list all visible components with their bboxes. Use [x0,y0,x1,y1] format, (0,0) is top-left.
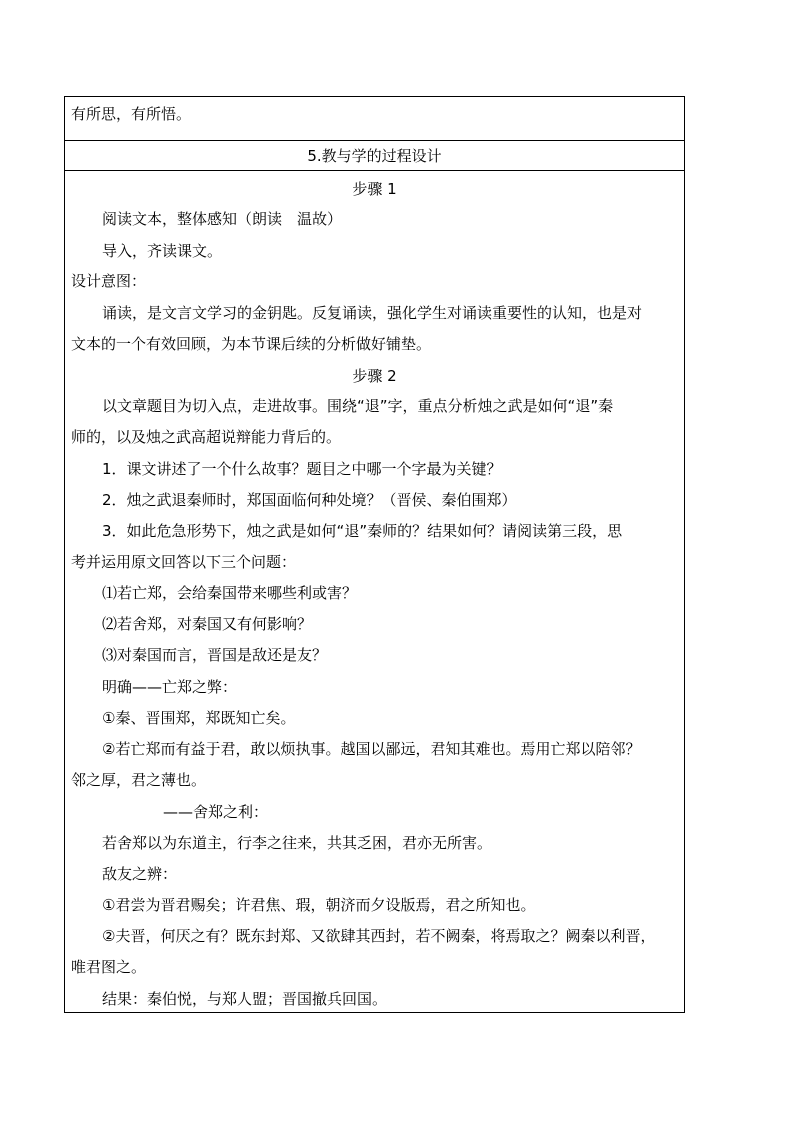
section-title: 5.教与学的过程设计 [307,147,442,165]
paragraph-line: 以文章题目为切入点，走进故事。围绕“退”字，重点分析烛之武是如何“退”秦 [102,397,614,415]
table-row [65,97,684,141]
paragraph-line: 文本的一个有效回顾，为本节课后续的分析做好铺垫。 [71,335,432,353]
paragraph-line: ①秦、晋围郑，郑既知亡矣。 [102,709,296,727]
paragraph-line: 导入，齐读课文。 [102,242,223,260]
paragraph-line: 师的，以及烛之武高超说辩能力背后的。 [71,428,342,446]
paragraph-line: ⑶对秦国而言，晋国是敌还是友？ [102,646,328,664]
paragraph-line: ⑴若亡郑，会给秦国带来哪些利或害？ [102,584,358,602]
paragraph-line: ②夫晋，何厌之有？既东封郑、又欲肆其西封，若不阙秦，将焉取之？阙秦以利晋， [102,927,656,945]
paragraph-line: ——舍郑之利： [163,803,269,821]
paragraph-line: 结果：秦伯悦，与郑人盟；晋国撤兵回国。 [102,990,388,1008]
paragraph-line: ①君尝为晋君赐矣；许君焦、瑕，朝济而夕设版焉，君之所知也。 [102,896,536,914]
paragraph-line: 明确——亡郑之弊： [102,678,238,696]
lesson-plan-table [64,96,685,1013]
paragraph-line: ⑵若舍郑，对秦国又有何影响？ [102,615,313,633]
paragraph-line: 敌友之辨： [102,865,178,883]
paragraph-line: 3．如此危急形势下，烛之武是如何“退”秦师的？结果如何？请阅读第三段，思 [102,522,623,540]
paragraph-line: 阅读文本，整体感知（朗读 温故） [102,210,343,228]
paragraph-line: 有所思，有所悟。 [71,105,192,123]
paragraph-line: 2．烛之武退秦师时，郑国面临何种处境？（晋侯、秦伯围郑） [102,491,517,509]
paragraph-line: 邻之厚，君之薄也。 [71,771,207,789]
table-row-section-title [65,141,684,171]
paragraph-line: ②若亡郑而有益于君，敢以烦执事。越国以鄙远，君知其难也。焉用亡郑以陪邻？ [102,740,641,758]
paragraph-line: 若舍郑以为东道主，行李之往来，共其乏困，君亦无所害。 [102,834,493,852]
paragraph-line: 唯君图之。 [71,958,147,976]
step-heading: 步骤 1 [352,180,397,198]
paragraph-line: 考并运用原文回答以下三个问题： [71,553,297,571]
paragraph-line: 1．课文讲述了一个什么故事？题目之中哪一个字最为关键？ [102,460,502,478]
step-heading: 步骤 2 [352,367,397,385]
paragraph-line: 设计意图： [71,272,147,290]
paragraph-line: 诵读，是文言文学习的金钥匙。反复诵读，强化学生对诵读重要性的认知，也是对 [102,304,643,322]
